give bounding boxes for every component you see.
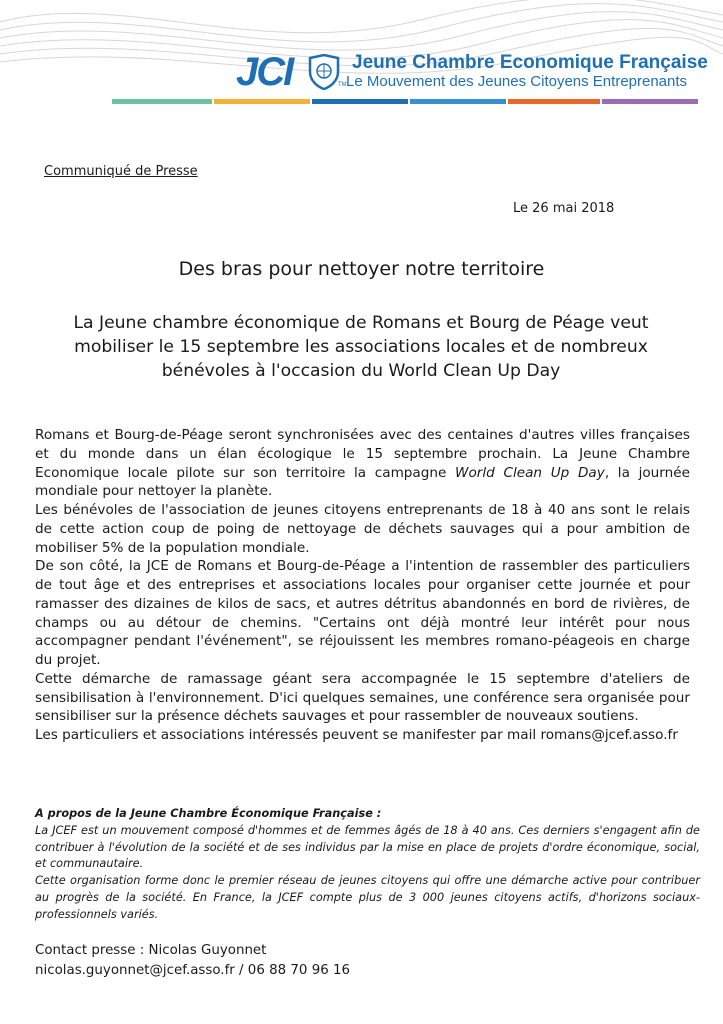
jci-shield-icon (308, 54, 340, 90)
org-tagline: Le Mouvement des Jeunes Citoyens Entreprenants (346, 73, 688, 90)
jci-logo-text: JCI (236, 50, 293, 94)
document-body (35, 426, 690, 745)
color-bar-orange (508, 99, 600, 104)
body-paragraph-4: Cette démarche de ramassage géant sera accompagnée le 15 septembre d'ateliers de sensibilisation à l'environnement. D'ici quelques semaines, une conférence sera organisée pour sensibiliser sur la présence déchets sauvages et pour rassembler de nouveaux soutiens. (35, 670, 690, 725)
press-release-label: Communiqué de Presse (44, 164, 198, 179)
document-title: Des bras pour nettoyer notre territoire (178, 258, 545, 280)
contact-section (35, 941, 350, 981)
color-bar-purple (602, 99, 698, 104)
body-paragraph-3: De son côté, la JCE de Romans et Bourg-de-Péage a l'intention de rassembler des particuliers de tout âge et des entreprises et associations locales pour organiser cette journée et pour ramasser des dizaines de kilos de sacs, et autres détritus abandonnés en bord de rivières, de champs ou au détour de chemins. "Certains ont déjà montré leur intérêt pour nous accompagner pendant l'événement", se réjouissent les membres romano-péageois en charge du projet. (35, 558, 690, 668)
body-paragraph-2: Les bénévoles de l'association de jeunes citoyens entreprenants de 18 à 40 ans sont le relais de cette action coup de poing de nettoyage de déchets sauvages qui a pour ambition de mobiliser 5% de la population mondiale. (35, 502, 690, 556)
body-p1-text-a: Romans et Bourg-de-Péage seront synchronisées avec des centaines d'autres villes françaises et du monde dans un élan écologique le 15 septembre prochain. La Jeune Chambre Economique locale pilote sur son territoire la campagne (35, 427, 690, 481)
body-paragraph-5: Les particuliers et associations intéressés peuvent se manifester par mail romans@jcef.asso.fr (35, 727, 678, 743)
color-bar-yellow (214, 99, 310, 104)
contact-details: nicolas.guyonnet@jcef.asso.fr / 06 88 70 96 16 (35, 963, 351, 978)
about-paragraph-2: Cette organisation forme donc le premier réseau de jeunes citoyens qui offre une démarche active pour contribuer au progrès de la société. En France, la JCEF compte plus de 3 000 jeunes citoyens actifs, d'horizons sociaux-professionnels variés. (35, 874, 700, 921)
body-p1-campaign-name: World Clean Up Day (455, 464, 605, 481)
body-paragraph-1 (35, 426, 690, 501)
document-date: Le 26 mai 2018 (513, 201, 615, 216)
color-bar-blue (312, 99, 408, 104)
color-bar-lightblue (410, 99, 506, 104)
about-paragraph-1: La JCEF est un mouvement composé d'hommes et de femmes âgés de 18 à 40 ans. Ces derniers s'engagent afin de contribuer à l'évolution de la société et de ses individus par la mise en place de projets d'ordre économique, social, et communautaire. (35, 823, 700, 871)
color-bar-green (112, 99, 212, 104)
about-title: A propos de la Jeune Chambre Économique Française : (35, 807, 382, 820)
trademark-mark: TM (338, 82, 347, 88)
about-section (35, 806, 700, 924)
body-p1-text-b: , la journée mondiale pour nettoyer la planète. (35, 464, 690, 500)
org-name: Jeune Chambre Economique Française (352, 52, 708, 73)
contact-name: Contact presse : Nicolas Guyonnet (35, 943, 267, 958)
document-subtitle: La Jeune chambre économique de Romans et Bourg de Péage veut mobiliser le 15 septembre les associations locales et de nombreux bénévoles à l'occasion du World Clean Up Day (73, 313, 649, 381)
